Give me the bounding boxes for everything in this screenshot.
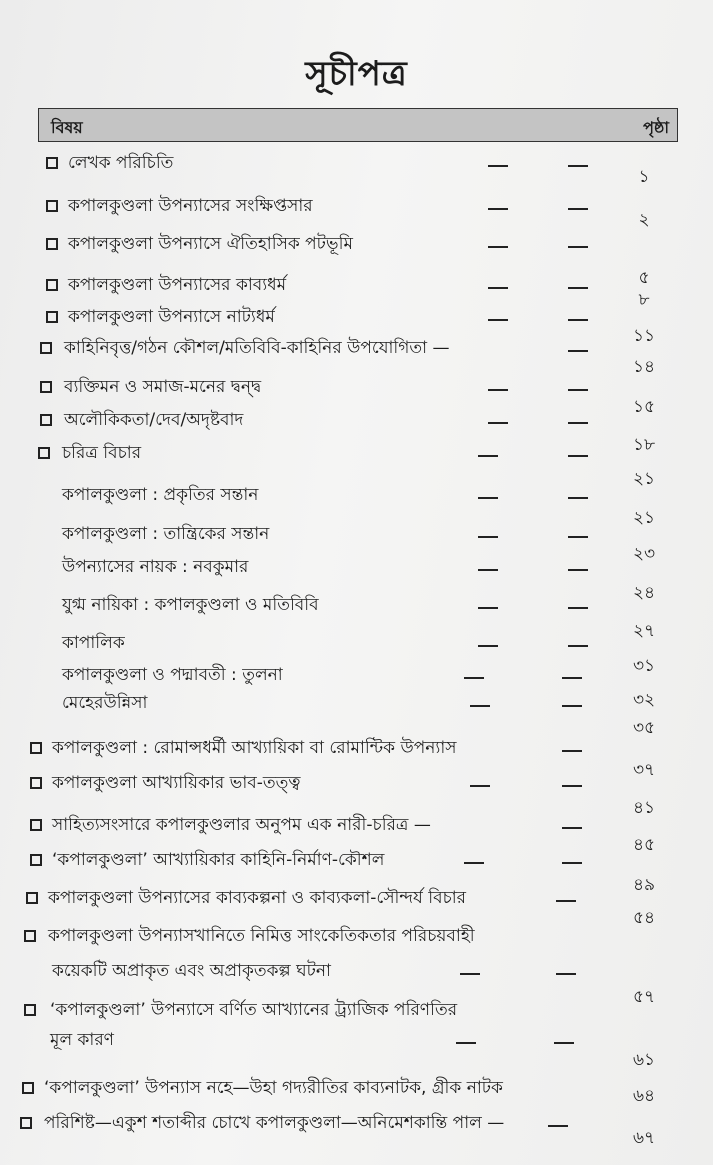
list-item (0, 958, 713, 1007)
entry-title: কপালকুণ্ডলা উপন্যাসের সংক্ষিপ্তসার (68, 196, 313, 216)
leader-dash (488, 246, 508, 248)
entry-page: ১১ (632, 326, 656, 346)
entry-page: ৬৭ (632, 1128, 656, 1148)
header-subject: বিষয় (51, 118, 83, 137)
checkbox-icon (30, 742, 42, 754)
leader-dash (568, 497, 588, 499)
leader-dash (568, 536, 588, 538)
entry-page: ৫৭ (632, 987, 656, 1007)
list-item (0, 812, 713, 855)
entry-title: যুগ্ম নায়িকা : কপালকুণ্ডলা ও মতিবিবি (62, 595, 319, 615)
leader-dash (562, 677, 582, 679)
entry-title: পরিশিষ্ট—একুশ শতাব্দীর চোখে কপালকুণ্ডলা—অনিমেশকান্তি পাল — (44, 1113, 505, 1133)
list-item (0, 554, 713, 603)
entry-title: চরিত্র বিচার (62, 443, 142, 463)
entry-title: কপালকুণ্ডলা উপন্যাসে নাট্যধর্ম (68, 307, 275, 327)
entry-title: কাপালিক (62, 633, 125, 653)
entry-title: কাহিনিবৃত্ত/গঠন কৌশল/মতিবিবি-কাহিনির উপযোগিতা — (64, 338, 450, 358)
entry-page: ১৫ (632, 397, 656, 417)
entry-title: কপালকুণ্ডলা : প্রকৃতির সন্তান (62, 485, 259, 505)
entry-page: ৪৫ (632, 835, 656, 855)
leader-dash (478, 536, 498, 538)
list-item (0, 440, 713, 489)
checkbox-icon (24, 1004, 36, 1016)
entry-page: ১৮ (632, 435, 656, 455)
entry-page: ৫ (638, 268, 650, 288)
entry-page: ৬৪ (632, 1086, 656, 1106)
leader-dash (470, 785, 490, 787)
checkbox-icon (26, 892, 38, 904)
leader-dash (488, 319, 508, 321)
entry-title: ‘কপালকুণ্ডলা’ আখ্যায়িকার কাহিনি-নির্মাণ-কৌশল (52, 850, 385, 870)
entry-title: উপন্যাসের নায়ক : নবকুমার (62, 557, 249, 577)
list-item (0, 374, 713, 417)
checkbox-icon (24, 930, 36, 942)
list-item (0, 592, 713, 641)
list-item (0, 690, 713, 738)
list-item (0, 885, 713, 928)
list-item (0, 1075, 713, 1105)
entry-title: মূল কারণ (50, 1030, 114, 1050)
table-header (38, 108, 678, 142)
leader-dash (562, 705, 582, 707)
entry-page: ৪৯ (632, 875, 656, 895)
entry-page: ২১ (632, 469, 656, 489)
list-item (0, 997, 713, 1027)
leader-dash (568, 607, 588, 609)
leader-dash (562, 862, 582, 864)
entry-title: কয়েকটি অপ্রাকৃত এবং অপ্রাকৃতকল্প ঘটনা (52, 961, 331, 981)
leader-dash (470, 705, 490, 707)
entry-title: লেখক পরিচিতি (68, 153, 174, 173)
entry-page: ৪১ (632, 798, 656, 818)
entry-title: ‘কপালকুণ্ডলা’ উপন্যাস নহে—উহা গদ্যরীতির কাব্যনাটক, গ্রীক নাটক (44, 1078, 503, 1098)
entry-title: সাহিত্যসংসারে কপালকুণ্ডলার অনুপম এক নারী-চরিত্র — (52, 815, 431, 835)
checkbox-icon (30, 819, 42, 831)
entry-title: কপালকুণ্ডলা ও পদ্মাবতী : তুলনা (62, 665, 283, 685)
entry-title: কপালকুণ্ডলা উপন্যাসের কাব্যকল্পনা ও কাব্যকলা-সৌন্দর্য বিচার (48, 888, 467, 908)
checkbox-icon (40, 381, 52, 393)
entry-page: ৫৪ (632, 908, 656, 928)
checkbox-icon (46, 157, 58, 169)
entry-page: ২৪ (632, 583, 656, 603)
leader-dash (488, 287, 508, 289)
checkbox-icon (46, 200, 58, 212)
leader-dash (568, 389, 588, 391)
entry-title: মেহেরউন্নিসা (62, 693, 148, 713)
entry-title: কপালকুণ্ডলা উপন্যাসে ঐতিহাসিক পটভূমি (68, 234, 353, 254)
list-item (0, 847, 713, 895)
leader-dash (488, 208, 508, 210)
leader-dash (488, 422, 508, 424)
entry-page: ২৭ (632, 621, 656, 641)
checkbox-icon (30, 777, 42, 789)
list-item (0, 272, 713, 310)
checkbox-icon (30, 854, 42, 866)
checkbox-icon (40, 342, 52, 354)
checkbox-icon (46, 279, 58, 291)
leader-dash (478, 569, 498, 571)
entry-title: অলৌকিকতা/দেব/অদৃষ্টবাদ (64, 410, 244, 430)
entry-page: ৩১ (632, 656, 656, 676)
list-item (0, 335, 713, 377)
entry-page: ২ (638, 210, 650, 230)
leader-dash (478, 497, 498, 499)
leader-dash (568, 287, 588, 289)
entry-page: ৮ (638, 290, 650, 310)
leader-dash (478, 455, 498, 457)
leader-dash (568, 246, 588, 248)
list-item (0, 193, 713, 230)
leader-dash (478, 645, 498, 647)
entry-page: ৩২ (632, 690, 656, 710)
leader-dash (464, 677, 484, 679)
leader-dash (488, 389, 508, 391)
entry-title: কপালকুণ্ডলা : রোমান্সধর্মী আখ্যায়িকা বা রোমান্টিক উপন্যাস (52, 738, 457, 758)
header-page: পৃষ্ঠা (643, 118, 669, 137)
leader-dash (554, 1042, 574, 1044)
leader-dash (568, 569, 588, 571)
entry-title: কপালকুণ্ডলা : তান্ত্রিকের সন্তান (62, 524, 270, 544)
leader-dash (568, 350, 588, 352)
leader-dash (568, 319, 588, 321)
entry-page: ৩৫ (632, 718, 656, 738)
entry-title: ব্যক্তিমন ও সমাজ-মনের দ্বন্দ্ব (64, 377, 262, 397)
leader-dash (562, 827, 582, 829)
entry-page: ১ (638, 167, 650, 187)
checkbox-icon (46, 238, 58, 250)
list-item (0, 304, 713, 346)
leader-dash (568, 455, 588, 457)
leader-dash (562, 785, 582, 787)
checkbox-icon (46, 311, 58, 323)
leader-dash (556, 973, 576, 975)
entry-title: কপালকুণ্ডলা উপন্যাসের কাব্যধর্ম (68, 275, 287, 295)
list-item (0, 521, 713, 564)
page-title: সূচীপত্র (305, 54, 408, 94)
list-item (0, 923, 713, 953)
list-item (0, 1027, 713, 1070)
leader-dash (562, 750, 582, 752)
list-item (0, 735, 713, 780)
list-item (0, 150, 713, 187)
leader-dash (568, 165, 588, 167)
leader-dash (456, 1042, 476, 1044)
leader-dash (464, 862, 484, 864)
checkbox-icon (20, 1117, 32, 1129)
list-item (0, 482, 713, 528)
entry-title: ‘কপালকুণ্ডলা’ উপন্যাসে বর্ণিত আখ্যানের ট্র্যাজিক পরিণতির (50, 1000, 458, 1020)
entry-title: কপালকুণ্ডলা আখ্যায়িকার ভাব-তত্ত্ব (52, 773, 301, 793)
leader-dash (478, 607, 498, 609)
leader-dash (568, 422, 588, 424)
leader-dash (568, 645, 588, 647)
leader-dash (488, 165, 508, 167)
checkbox-icon (40, 414, 52, 426)
entry-title: কপালকুণ্ডলা উপন্যাসখানিতে নিমিত্ত সাংকেতিকতার পরিচয়বাহী (48, 926, 475, 946)
checkbox-icon (38, 447, 50, 459)
entry-page: ১৪ (632, 357, 656, 377)
list-item (0, 770, 713, 818)
entry-page: ৩৭ (632, 760, 656, 780)
checkbox-icon (22, 1082, 34, 1094)
entry-page: ২৩ (632, 544, 656, 564)
list-item (0, 1110, 713, 1148)
leader-dash (556, 900, 576, 902)
entry-page: ৬১ (632, 1050, 656, 1070)
leader-dash (460, 973, 480, 975)
leader-dash (568, 208, 588, 210)
leader-dash (548, 1125, 568, 1127)
entry-page: ২১ (632, 508, 656, 528)
